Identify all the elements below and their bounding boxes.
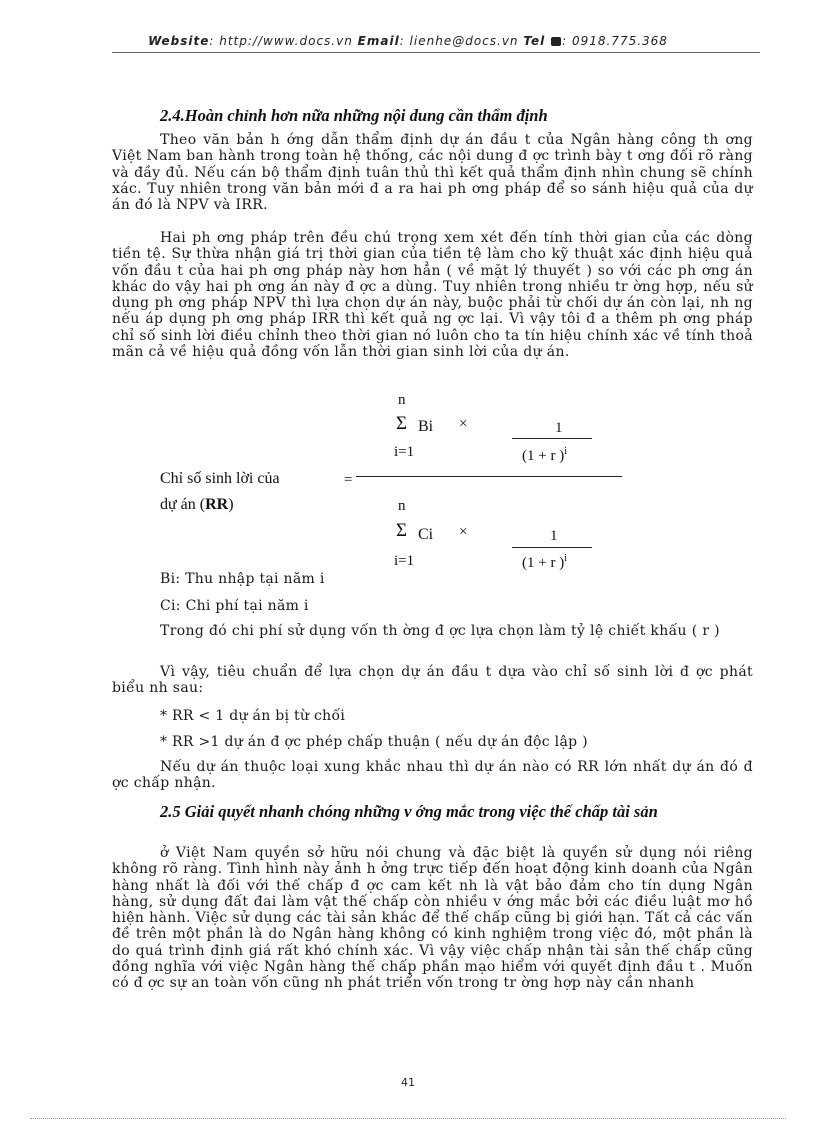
formula-denominator-top: (1 + r )$^i$ (522, 446, 567, 464)
phone-icon (551, 37, 561, 46)
definition-ci: Ci: Chi phí tại năm i (160, 598, 309, 614)
formula-label-line1: Chỉ số sinh lời của (160, 470, 280, 487)
paragraph-5: Nếu dự án thuộc loại xung khắc nhau thì dự án nào có RR lớn nhất dự án đó đ ợc chấp nhận. (112, 759, 753, 792)
page-header (0, 34, 816, 48)
formula-label-line2: dự án (RR) (160, 496, 234, 513)
formula-ci: Ci (418, 526, 434, 543)
formula-n-top: n (398, 392, 406, 408)
definition-bi: Bi: Thu nhập tại năm i (160, 571, 325, 587)
email-value: : lienhe@docs.vn (399, 34, 519, 48)
page-number: 41 (401, 1076, 415, 1089)
fraction-bar-bottom (512, 547, 592, 548)
paragraph-4: Vì vậy, tiêu chuẩn để lựa chọn dự án đầu t dựa vào chỉ số sinh lời đ ợc phát biểu nh sau: (112, 664, 753, 697)
website-label: Website (148, 34, 210, 48)
formula-sigma-bottom: Σ (396, 520, 408, 541)
main-fraction-bar (356, 476, 622, 477)
paragraph-1: Theo văn bản h ớng dẫn thẩm định dự án đầu t của Ngân hàng công th ơng Việt Nam ban hành trong toàn hệ thống, các nội dung đ ợc trình bày t ơng đối rõ ràng và đầy đủ. Nếu cán bộ thẩm định tuân thủ thì kết quả thẩm định nhìn chung sẽ chính xác. Tuy nhiên trong văn bản mới đ a ra hai ph ơng pháp để so sánh hiệu quả của dự án đó là NPV và IRR. (112, 132, 753, 214)
email-label: Email (357, 34, 400, 48)
footer-divider (30, 1118, 786, 1119)
bullet-accept: * RR >1 dự án đ ợc phép chấp thuận ( nếu dự án độc lập ) (160, 734, 588, 750)
website-value: : http://www.docs.vn (209, 34, 353, 48)
paragraph-3: Trong đó chi phí sử dụng vốn th ờng đ ợc lựa chọn làm tỷ lệ chiết khấu ( r ) (160, 623, 720, 639)
tel-value: : 0918.775.368 (562, 34, 668, 48)
tel-label: Tel (523, 34, 546, 48)
formula-i-eq-1-bottom: i=1 (394, 553, 415, 569)
section-heading-2-5: 2.5 Giải quyết nhanh chóng những v ớng mắc trong việc thế chấp tài sản (160, 802, 658, 821)
formula-one-top: 1 (555, 420, 563, 436)
header-divider (112, 52, 760, 53)
bullet-reject: * RR < 1 dự án bị từ chối (160, 708, 346, 724)
formula-times-bottom: × (459, 524, 468, 540)
formula-n-bottom: n (398, 498, 406, 514)
section-heading-2-4: 2.4.Hoàn chỉnh hơn nữa những nội dung cần thẩm định (160, 106, 548, 125)
fraction-bar-top (512, 438, 592, 439)
formula-denominator-bottom: (1 + r )$^i$ (522, 553, 567, 571)
formula-times-top: × (459, 416, 468, 432)
formula-i-eq-1-top: i=1 (394, 444, 415, 460)
formula-equals: = (344, 472, 353, 488)
paragraph-2: Hai ph ơng pháp trên đều chú trọng xem xét đến tính thời gian của các dòng tiền tệ. Sự thừa nhận giá trị thời gian của tiền tệ làm cho kỹ thuật xác định hiệu quả vốn đầu t của hai ph ơng pháp này hơn hẳn ( về mặt lý thuyết ) so với các ph ơng án khác do vậy hai ph ơng án này đ ợc a dùng. Tuy nhiên trong nhiều tr ờng hợp, nếu sử dụng ph ơng pháp NPV thì lựa chọn dự án này, buộc phải từ chối dự án còn lại, nh ng nếu áp dụng ph ơng pháp IRR thì kết quả ng ợc lại. Vì vậy tôi đ a thêm ph ơng pháp chỉ số sinh lời điều chỉnh theo thời gian nó luôn cho ta tín hiệu chính xác về tính thoả mãn cả về hiệu quả đồng vốn lẫn thời gian sinh lời của dự án. (112, 230, 753, 361)
formula-one-bottom: 1 (550, 528, 558, 544)
formula-sigma-top: Σ (396, 413, 408, 434)
paragraph-6: ở Việt Nam quyền sở hữu nói chung và đặc biệt là quyền sử dụng nói riêng không rõ ràng. Tình hình này ảnh h ởng trực tiếp đến hoạt động kinh doanh của Ngân hàng nhất là đối với thế chấp đ ợc cam kết nh là vật bảo đảm cho tín dụng Ngân hàng, sử dụng đất đai làm vật thế chấp còn nhiều v ớng mắc bởi các điều luật mơ hồ hiện hành. Việc sử dụng các tài sản khác để thế chấp cũng bị giới hạn. Tất cả các vấn đề trên một phần là do Ngân hàng không có kinh nghiệm trong việc đó, một phần là do quá trình định giá rất khó chính xác. Vì vậy việc chấp nhận tài sản thế chấp cũng đồng nghĩa với việc Ngân hàng thế chấp phần mạo hiểm với quyết định đầu t . Muốn có đ ợc sự an toàn vốn cũng nh phát triển vốn trong tr ờng hợp này cần nhanh (112, 845, 753, 992)
formula-bi: Bi (418, 418, 434, 435)
